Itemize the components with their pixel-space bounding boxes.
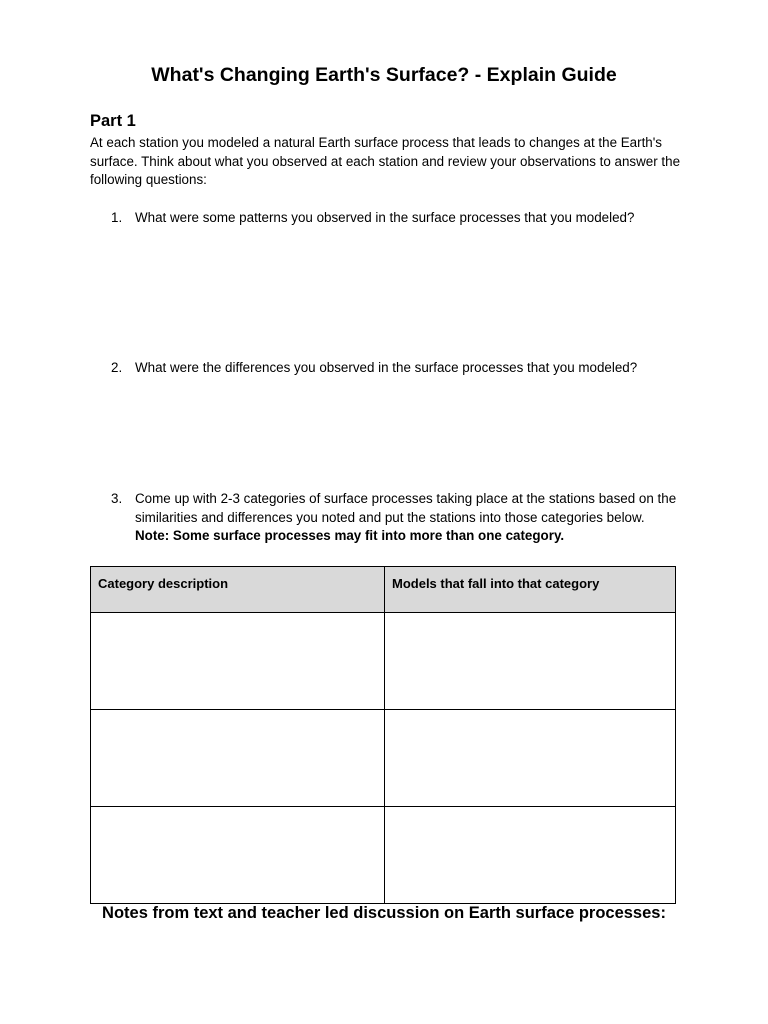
table-row [91,710,676,807]
category-table [90,566,676,904]
question-text: What were the differences you observed in the surface processes that you modeled? [135,360,638,375]
column-header-category: Category description [91,567,385,613]
category-description-cell[interactable] [91,710,385,807]
question-text-wrapper [135,490,681,546]
notes-heading: Notes from text and teacher led discussion on Earth surface processes: [102,904,666,922]
column-header-models: Models that fall into that category [385,567,676,613]
part-heading: Part 1 [90,112,136,130]
models-cell[interactable] [385,807,676,904]
models-cell[interactable] [385,710,676,807]
models-cell[interactable] [385,613,676,710]
table-row [91,807,676,904]
page-title: What's Changing Earth's Surface? - Explain Guide [151,64,617,86]
intro-paragraph: At each station you modeled a natural Earth surface process that leads to changes at the Earth's surface. Think about what you observed at each station and review your observations to answer the following questions: [90,135,681,187]
table-row [91,613,676,710]
question-number: 3. [111,491,123,506]
question-number: 1. [111,210,123,225]
question-3 [111,490,681,546]
question-text: Come up with 2-3 categories of surface processes taking place at the stations based on the similarities and differences you noted and put the stations into those categories below. [135,491,677,525]
table-header-row [91,567,676,613]
category-description-cell[interactable] [91,613,385,710]
question-text: What were some patterns you observed in the surface processes that you modeled? [135,210,635,225]
question-1 [111,209,681,228]
category-description-cell[interactable] [91,807,385,904]
question-2 [111,359,681,378]
question-note: Note: Some surface processes may fit into more than one category. [135,528,565,543]
question-number: 2. [111,360,123,375]
